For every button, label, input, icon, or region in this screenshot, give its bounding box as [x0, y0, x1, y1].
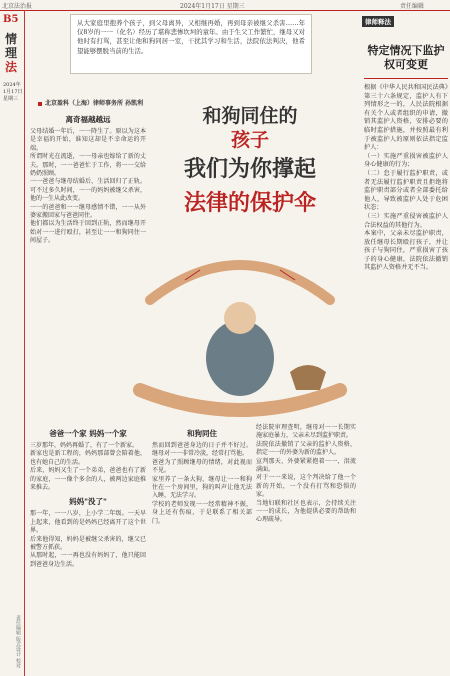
vertical-info: 责任编辑 版式设计 校对 [15, 614, 21, 668]
date-text: 2024年1月17日 [3, 82, 23, 95]
headline-line-2: 孩子 [230, 129, 269, 151]
column-a-heading: 离奇福越越远 [65, 115, 111, 124]
section-name [5, 32, 19, 74]
sidebar-column-tag: 律师释法 [362, 16, 394, 27]
column-c-text: 经法院审理查明，继母对一一长期实施家庭暴力，父亲未尽到监护职责。 法院依法撤销了父亲的监护人资格，指定一一的外婆为新的监护人。 宣判那天，外婆紧紧抱着一一，泪流满面。 对于一一来说，这个判决给了他一个新的开始，一个没有打骂和恐惧的家。 当地妇联和社区也表示，会持续关注一一的成长，为他提供必要的帮助和心理疏导。 [256, 424, 356, 524]
masthead [0, 0, 450, 10]
editor-label: 责任编辑 [400, 3, 425, 10]
paper-name: 北京法治报 [2, 3, 33, 10]
hands-protecting-child-illustration [130, 240, 350, 420]
section-name-main: 情理 [5, 32, 18, 60]
page-number: B5 [3, 14, 19, 25]
column-a-bottom-text-2: 那一年，一一八岁，上小学二年级。一天早上起来，他看到的是妈妈已经离开了这个世界。 后来他得知，妈妈是被继父杀害的，继父已被警方抓获。 从那时起，一一再也没有妈妈了，他只能回到爸爸身边生活。 [30, 510, 146, 568]
column-a-bottom-heading: 爸爸一个家 妈妈一个家 [49, 429, 127, 438]
column-b-heading: 和狗同住 [187, 429, 217, 438]
weekday-text: 星期三 [3, 96, 19, 102]
left-strip [0, 10, 25, 676]
masthead-date: 2024年1月17日 星期三 [180, 3, 245, 10]
headline-block [150, 104, 350, 216]
headline-line-4: 法律的保护伞 [183, 190, 316, 216]
column-a-bottom-text: 三岁那年，妈妈再婚了，有了一个新家。 新家也是新工程的，妈妈那部曾会陪着他，也有她自己的生活。 后来，妈妈又生了一个弟弟，爸爸也有了新的家庭，一一像个多余的人，被两边家庭推来推去。 [30, 442, 146, 492]
column-a-bottom-heading-2: 妈妈"没了" [69, 497, 107, 507]
sidebar-title: 特定情况下监护权可变更 [367, 44, 445, 71]
column-c [256, 424, 356, 525]
sidebar-rule [364, 78, 448, 79]
headline-line-1: 和狗同住的 [202, 105, 298, 127]
column-a-bottom [30, 424, 146, 569]
author-byline: 北京盈科（上海）律师事务所 孙凯利 [38, 98, 143, 107]
section-name-highlight: 法 [5, 60, 18, 74]
sidebar-text: 根据《中华人民共和国民法典》第三十六条规定，监护人有下列情形之一的，人民法院根据有关个人或者组织的申请，撤销其监护人资格，安排必要的临时监护措施，并按照最有利于被监护人的原则依法指定监护人： （一）实施严重损害被监护人身心健康的行为； （二）怠于履行监护职责，或者无法履行监护职责且拒绝将监护职责部分或者全部委托给他人，导致被监护人处于危困状态； （三）实施严重侵害被监护人合法权益的其他行为。 本案中，父亲未尽监护职责，放任继母长期殴打孩子，并让孩子与狗同住，严重损害了孩子的身心健康，法院依法撤销其监护人资格并无不当。 [364, 84, 448, 272]
column-b [152, 424, 252, 526]
sidebar [358, 10, 450, 676]
column-a-text: 父母结婚一年后，一一降生了。原以为这本是幸福的开始，谁知这却是不幸命运的开端。 所谓时光在流逝，一一母亲也嫁给了新的丈夫。那时，一一爸爸忙于工作，将一一交给奶奶照顾。 一一爸爸与继母结婚后，生活回归了正轨。可不过多久时间，一一的妈妈被继父杀害，他的一生从此改变。 一一的爸爸和一一继母感情不错，一一从外婆家搬回家与爸爸同住。 他们都以为生活终于回到正轨，然而继母开始对一一进行殴打，甚至让一一和狗同住一间屋子。 [30, 128, 146, 245]
child-head [224, 302, 256, 334]
intro-box [70, 14, 312, 74]
upper-hand [150, 265, 330, 300]
date-block [3, 82, 23, 103]
dog-figure [290, 365, 326, 390]
column-a [30, 110, 146, 246]
headline-line-3: 我们为你撑起 [183, 156, 316, 182]
column-b-text: 然而回到爸爸身边的日子并不好过。继母对一一非常冷淡，经常打骂他。 爸爸为了照顾继母的情绪，对此视而不见。 家里养了一条大狗，继母让一一和狗住在一个房间里，狗的叫声让他无法入睡，无法学习。 学校的老师发现一一经常精神不振，身上还有伤痕，于是联系了相关部门。 [152, 442, 252, 525]
intro-text: 从大家庭里抱养个孩子，到父母离异，又相继再婚，再到母亲被继父杀害……年仅8岁的一一（化名）经历了堪称悲惨坎坷的童年。由于生父工作繁忙，继母又对他时有打骂，甚至让他和狗同居一室，干扰其学习和生活，法院依法判决，他希望能够摆脱当前的生活。 [77, 19, 305, 55]
